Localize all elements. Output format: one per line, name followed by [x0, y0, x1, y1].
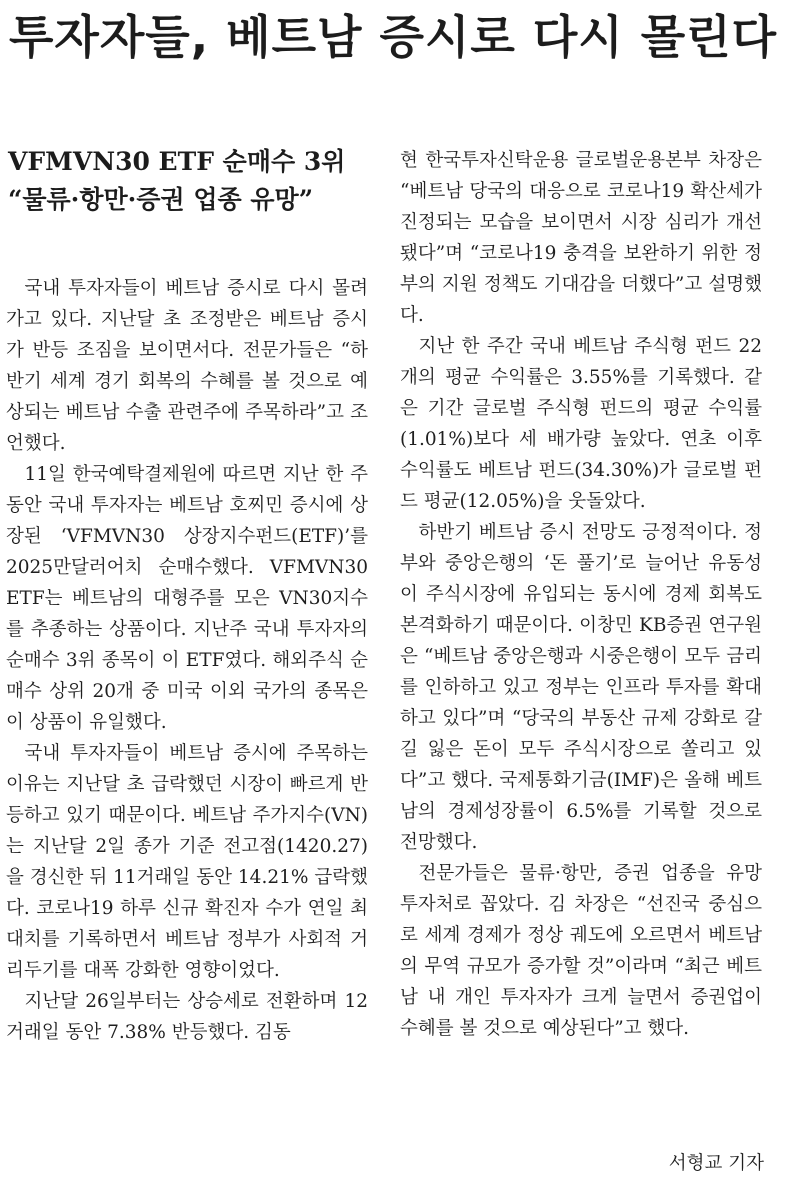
body-paragraph-continued: 현 한국투자신탁운용 글로벌운용본부 차장은 “베트남 당국의 대응으로 코로나19 확산세가 진정되는 모습을 보이면서 시장 심리가 개선됐다”며 “코로나19 충격을 보완하기 위한 정부의 지원 정책도 기대감을 더했다”고 설명했다. [400, 150, 762, 326]
body-paragraph: 지난 한 주간 국내 베트남 주식형 펀드 22개의 평균 수익률은 3.55%를 기록했다. 같은 기간 글로벌 주식형 펀드의 평균 수익률(1.01%)보다 세 배가량 높았다. 연초 이후 수익률도 베트남 펀드(34.30%)가 글로벌 펀드 평균(12.05%)을 웃돌았다. [400, 336, 762, 512]
byline: 서형교 기자 [668, 1153, 764, 1174]
body-paragraph: 지난달 26일부터는 상승세로 전환하며 12거래일 동안 7.38% 반등했다. 김동 [6, 991, 368, 1043]
body-paragraph: 11일 한국예탁결제원에 따르면 지난 한 주 동안 국내 투자자는 베트남 호찌민 증시에 상장된 ‘VFMVN30 상장지수펀드(ETF)’를 2025만달러어치 순매수했다. VFMVN30 ETF는 베트남의 대형주를 모은 VN30지수를 추종하는 상품이다. 지난주 국내 투자자의 순매수 3위 종목이 이 ETF였다. 해외주식 순매수 상위 20개 중 미국 이외 국가의 종목은 이 상품이 유일했다. [6, 464, 368, 733]
body-paragraph: 전문가들은 물류·항만, 증권 업종을 유망 투자처로 꼽았다. 김 차장은 “선진국 중심으로 세계 경제가 정상 궤도에 오르면서 베트남의 무역 규모가 증가할 것”이라며 “최근 베트남 내 개인 투자자가 크게 늘면서 증권업이 수혜를 볼 것으로 예상된다”고 했다. [400, 863, 762, 1039]
headline: 투자자들, 베트남 증시로 다시 몰린다 [8, 10, 778, 64]
left-column [6, 273, 368, 1048]
body-paragraph: 국내 투자자들이 베트남 증시로 다시 몰려가고 있다. 지난달 초 조정받은 베트남 증시가 반등 조짐을 보이면서다. 전문가들은 “하반기 세계 경기 회복의 수혜를 볼 것으로 예상되는 베트남 수출 관련주에 주목하라”고 조언했다. [6, 278, 368, 454]
subheadline-line-1: VFMVN30 ETF 순매수 3위 [8, 147, 346, 176]
subheadline-line-2: “물류·항만·증권 업종 유망” [8, 185, 314, 214]
body-paragraph: 하반기 베트남 증시 전망도 긍정적이다. 정부와 중앙은행의 ‘돈 풀기’로 늘어난 유동성이 주식시장에 유입되는 동시에 경제 회복도 본격화하기 때문이다. 이창민 KB증권 연구원은 “베트남 중앙은행과 시중은행이 모두 금리를 인하하고 있고 정부는 인프라 투자를 확대하고 있다”며 “당국의 부동산 규제 강화로 갈 길 잃은 돈이 모두 주식시장으로 쏠리고 있다”고 했다. 국제통화기금(IMF)은 올해 베트남의 경제성장률이 6.5%를 기록할 것으로 전망했다. [400, 522, 762, 853]
subheadline [8, 143, 388, 219]
body-paragraph: 국내 투자자들이 베트남 증시에 주목하는 이유는 지난달 초 급락했던 시장이 빠르게 반등하고 있기 때문이다. 베트남 주가지수(VN)는 지난달 2일 종가 기준 전고점(1420.27)을 경신한 뒤 11거래일 동안 14.21% 급락했다. 코로나19 하루 신규 확진자 수가 연일 최대치를 기록하면서 베트남 정부가 사회적 거리두기를 대폭 강화한 영향이었다. [6, 743, 368, 981]
right-column [400, 145, 762, 1044]
